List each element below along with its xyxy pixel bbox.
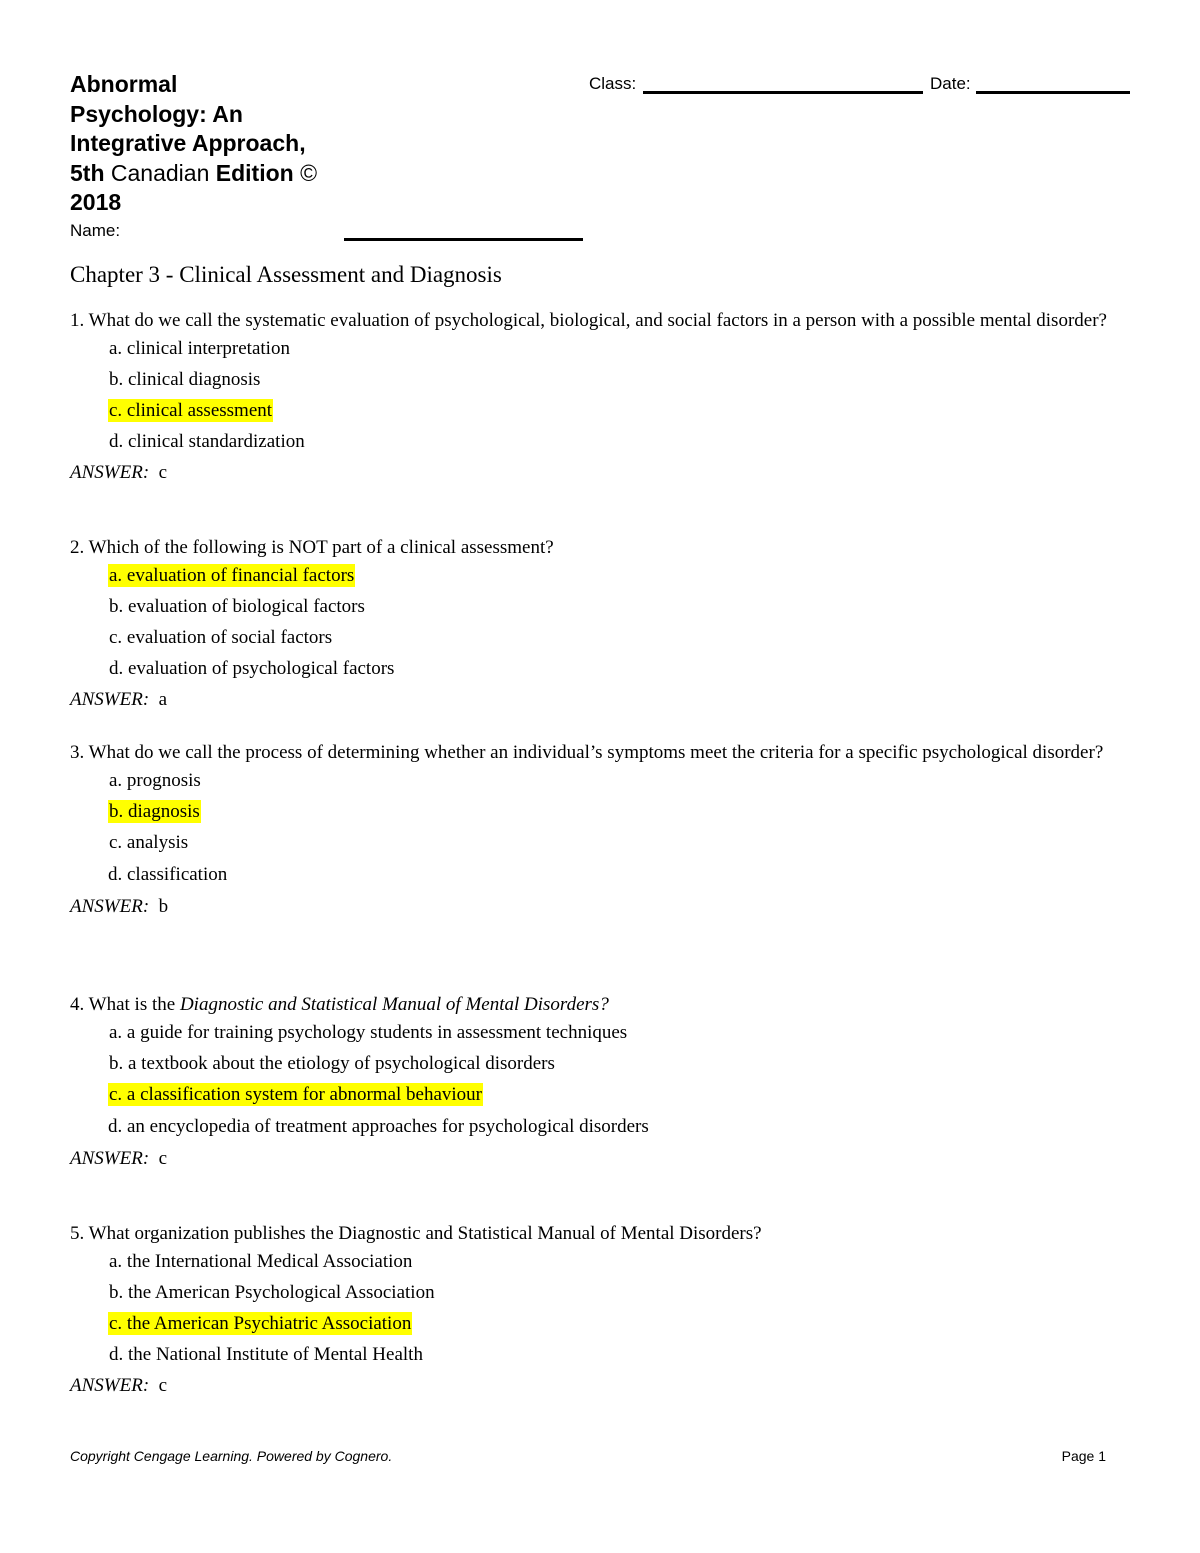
edition-year: 2018 bbox=[70, 189, 122, 215]
answer-value: c bbox=[158, 1375, 168, 1396]
edition-word: Edition bbox=[215, 159, 294, 186]
answer-line bbox=[70, 684, 1130, 715]
question-text: 5. What organization publishes the Diagnostic and Statistical Manual of Mental Disorders? bbox=[70, 1223, 762, 1244]
choice-text: b. clinical diagnosis bbox=[109, 369, 261, 390]
choice-text: d. classification bbox=[108, 864, 228, 885]
choice-b bbox=[70, 1277, 1130, 1308]
answer-value: b bbox=[158, 896, 169, 917]
choice-text: b. a textbook about the etiology of psychological disorders bbox=[109, 1053, 555, 1074]
question-text-prefix: 4. What is the bbox=[70, 994, 180, 1015]
choice-b-correct bbox=[70, 796, 1130, 827]
date-field-line[interactable] bbox=[976, 91, 1130, 94]
footer-copyright: Copyright Cengage Learning. Powered by Cognero. bbox=[70, 1448, 393, 1464]
choice-a bbox=[70, 1017, 1130, 1048]
choice-c bbox=[70, 622, 1130, 653]
name-label: Name: bbox=[70, 221, 121, 240]
book-title-line: Integrative Approach, bbox=[70, 130, 306, 156]
edition-line bbox=[70, 159, 370, 189]
book-title-line: Abnormal bbox=[70, 71, 178, 97]
class-field-line[interactable] bbox=[643, 91, 923, 94]
answer-value: c bbox=[158, 462, 168, 483]
edition-mid: Canadian bbox=[104, 159, 216, 186]
choice-d bbox=[70, 426, 1130, 457]
choice-c-correct bbox=[70, 1079, 1130, 1110]
question-5 bbox=[70, 1222, 1130, 1401]
answer-line bbox=[70, 457, 1130, 488]
question-text: 3. What do we call the process of determining whether an individual’s symptoms meet the criteria for a specific psychological disorder? bbox=[70, 742, 1104, 763]
choice-list bbox=[70, 1246, 1130, 1370]
answer-label: ANSWER: bbox=[70, 1148, 150, 1169]
book-title-italic: Diagnostic and Statistical Manual of Mental Disorders? bbox=[179, 994, 609, 1015]
answer-label: ANSWER: bbox=[70, 689, 150, 710]
choice-list bbox=[70, 560, 1130, 684]
choice-text: b. the American Psychological Association bbox=[109, 1282, 435, 1303]
chapter-title: Chapter 3 - Clinical Assessment and Diagnosis bbox=[70, 262, 502, 287]
choice-text: d. an encyclopedia of treatment approaches for psychological disorders bbox=[108, 1116, 649, 1137]
book-title bbox=[70, 70, 370, 218]
answer-line bbox=[70, 1143, 1130, 1174]
choice-d bbox=[70, 653, 1130, 684]
choice-text: d. evaluation of psychological factors bbox=[109, 658, 395, 679]
choice-c-correct bbox=[70, 395, 1130, 426]
choice-text: c. evaluation of social factors bbox=[109, 627, 333, 648]
book-title-line: Psychology: An bbox=[70, 100, 243, 127]
question-text: 1. What do we call the systematic evaluation of psychological, biological, and social factors in a person with a possible mental disorder? bbox=[70, 310, 1107, 331]
class-label: Class: bbox=[589, 74, 637, 93]
question-3 bbox=[70, 741, 1130, 922]
choice-text: d. the National Institute of Mental Health bbox=[109, 1344, 423, 1365]
choice-text: a. prognosis bbox=[109, 770, 201, 791]
choice-text: b. evaluation of biological factors bbox=[109, 596, 365, 617]
edition-number: 5th bbox=[70, 159, 105, 186]
choice-text-highlighted: c. a classification system for abnormal behaviour bbox=[109, 1084, 483, 1105]
question-2 bbox=[70, 536, 1130, 715]
answer-line bbox=[70, 891, 1130, 922]
choice-list bbox=[70, 765, 1130, 891]
choice-d bbox=[70, 858, 1130, 891]
choice-a bbox=[70, 333, 1130, 364]
choice-c-correct bbox=[70, 1308, 1130, 1339]
choice-a bbox=[70, 1246, 1130, 1277]
choice-list bbox=[70, 1017, 1130, 1143]
answer-value: a bbox=[158, 689, 168, 710]
choice-text-highlighted: c. the American Psychiatric Association bbox=[109, 1313, 412, 1334]
date-label: Date: bbox=[930, 74, 971, 93]
name-field-line[interactable] bbox=[344, 238, 583, 241]
choice-d bbox=[70, 1339, 1130, 1370]
choice-text: c. analysis bbox=[109, 832, 189, 853]
choice-text: d. clinical standardization bbox=[109, 431, 305, 452]
choice-b bbox=[70, 1048, 1130, 1079]
choice-text: a. the International Medical Association bbox=[109, 1251, 413, 1272]
question-1 bbox=[70, 309, 1130, 488]
page-number: Page 1 bbox=[1061, 1448, 1106, 1464]
choice-text-highlighted: c. clinical assessment bbox=[109, 400, 273, 421]
choice-b bbox=[70, 364, 1130, 395]
copyright-symbol: © bbox=[293, 159, 318, 186]
choice-text-highlighted: a. evaluation of financial factors bbox=[109, 565, 355, 586]
choice-a-correct bbox=[70, 560, 1130, 591]
choice-text: a. clinical interpretation bbox=[109, 338, 290, 359]
answer-label: ANSWER: bbox=[70, 896, 150, 917]
choice-text: a. a guide for training psychology students in assessment techniques bbox=[109, 1022, 628, 1043]
question-text bbox=[70, 993, 1130, 1017]
question-4 bbox=[70, 993, 1130, 1174]
choice-b bbox=[70, 591, 1130, 622]
answer-label: ANSWER: bbox=[70, 462, 150, 483]
answer-line bbox=[70, 1370, 1130, 1401]
answer-value: c bbox=[158, 1148, 168, 1169]
choice-c bbox=[70, 827, 1130, 858]
choice-a bbox=[70, 765, 1130, 796]
choice-text-highlighted: b. diagnosis bbox=[109, 801, 200, 822]
choice-d bbox=[70, 1110, 1130, 1143]
question-text: 2. Which of the following is NOT part of a clinical assessment? bbox=[70, 537, 554, 558]
answer-label: ANSWER: bbox=[70, 1375, 150, 1396]
choice-list bbox=[70, 333, 1130, 457]
